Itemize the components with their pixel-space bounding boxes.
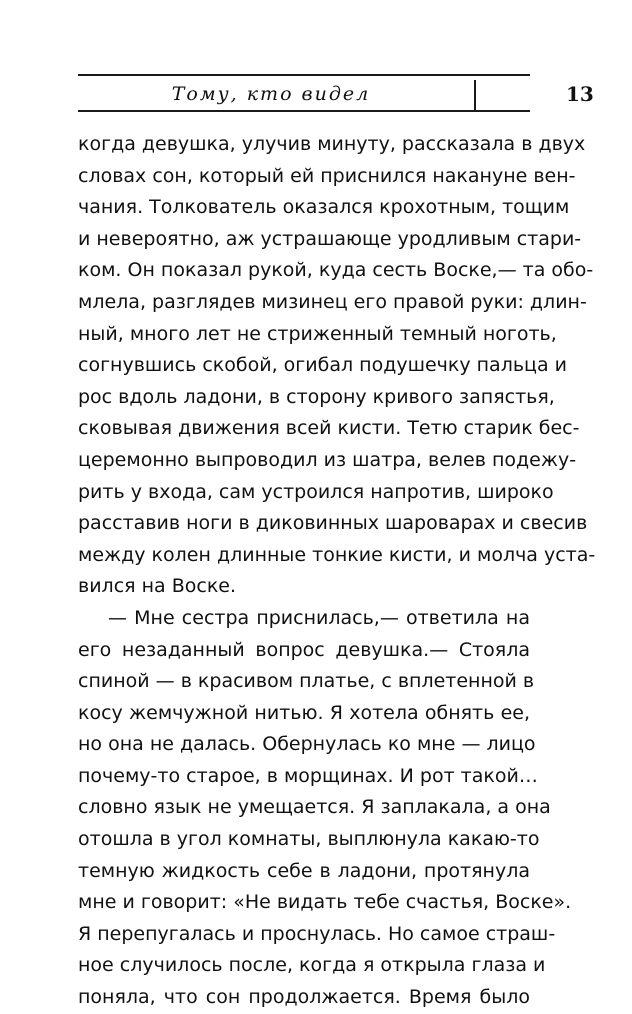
text-line: поняла, что сон продолжается. Время было [78,986,530,1009]
text-line: косу жемчужной нитью. Я хотела обнять ее, [78,701,530,724]
text-line: когда девушка, улучив минуту, рассказала в двух [78,133,586,155]
page-number: 13 [566,82,594,106]
text-line: и невероятно, аж устрашающе уродливым стари- [78,227,582,250]
text-line: чания. Толкователь оказался крохотным, тощим [78,196,570,219]
running-head [78,74,594,112]
text-line: словно язык не умещается. Я заплакала, а она [78,796,551,819]
text-line: рос вдоль ладони, в сторону кривого запястья, [78,385,555,408]
text-line: словах сон, который ей приснился накануне вен- [78,164,576,187]
text-line: ный, много лет не стриженный темный ноготь, [78,322,557,345]
text-line: согнувшись скобой, огибал подушечку пальца и [78,354,568,377]
text-line: его незаданный вопрос девушка.— Стояла [78,638,530,661]
text-line: темную жидкость себе в ладони, протянула [78,859,530,882]
text-line: расставив ноги в диковинных шароварах и свесив [78,512,588,535]
text-line: сковывая движения всей кисти. Тетю старик бес- [78,417,580,440]
text-line: ное случилось после, когда я открыла глаза и [78,954,546,977]
text-line: церемонно выпроводил из шатра, велев подежу- [78,448,577,471]
text-line: мне и говорит: «Не видать тебе счастья, Воске». [78,891,572,914]
running-head-title: Тому, кто видел [171,83,371,105]
body-text [78,129,596,1014]
paragraph-end-line: вился на Воске. [78,575,237,598]
text-line: между колен длинные тонкие кисти, и молча уста- [78,543,596,566]
text-line: млела, разглядев мизинец его правой руки: длин- [78,290,587,313]
text-line: ком. Он показал рукой, куда сесть Воске,— та обо- [78,259,594,282]
dialogue-line: — Мне сестра приснилась,— ответила на [108,606,530,629]
text-line: но она не далась. Обернулась ко мне — лицо [78,733,536,756]
text-line: рить у входа, сам устроился напротив, широко [78,480,554,503]
text-line: спиной — в красивом платье, с вплетенной в [78,670,535,693]
text-line: отошла в угол комнаты, выплюнула какаю-то [78,828,540,851]
text-line: почему-то старое, в морщинах. И рот такой… [78,764,538,787]
text-line: Я перепугалась и проснулась. Но самое страш- [78,922,556,945]
running-head-divider [474,80,476,110]
